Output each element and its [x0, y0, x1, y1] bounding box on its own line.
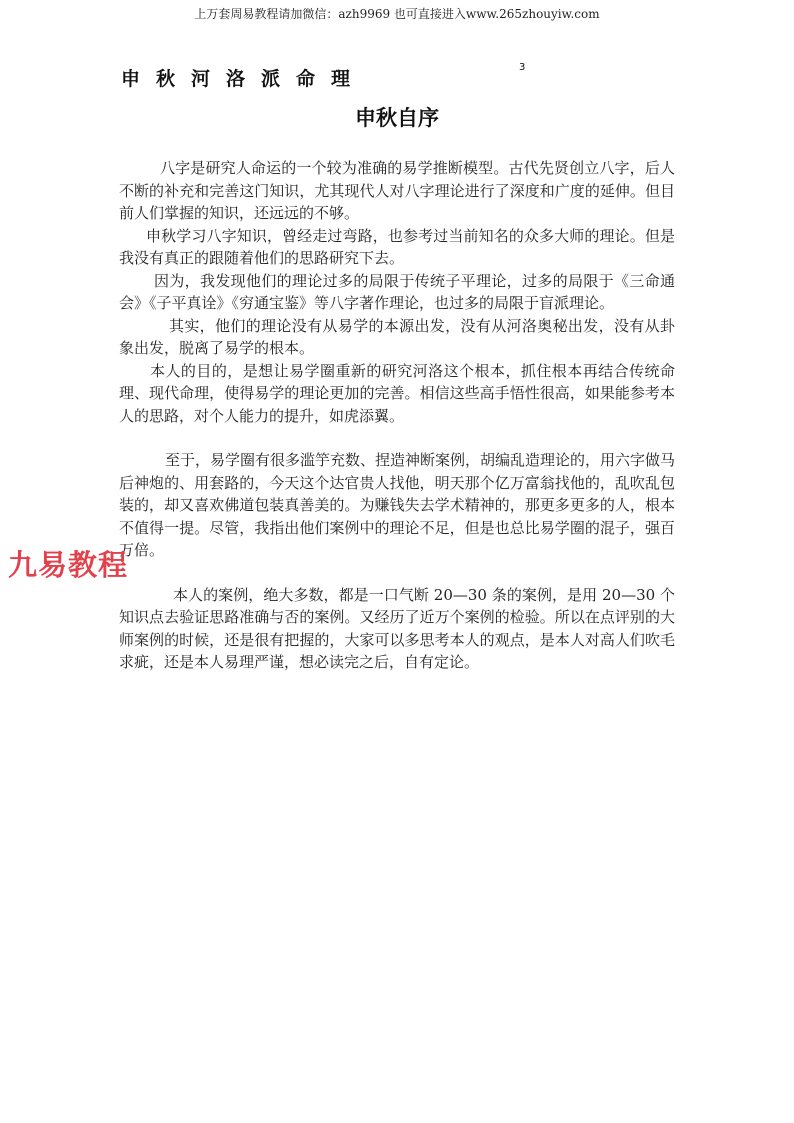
paragraph: 因为，我发现他们的理论过多的局限于传统子平理论，过多的局限于《三命通会》《子平真诠》《穷通宝鉴》等八字著作理论，也过多的局限于盲派理论。 — [119, 271, 675, 312]
page-number: 3 — [519, 62, 526, 73]
paragraph: 本人的目的，是想让易学圈重新的研究河洛这个根本，抓住根本再结合传统命理、现代命理，使得易学的理论更加的完善。相信这些高手悟性很高，如果能参考本人的思路，对个人能力的提升，如虎添翼。 — [119, 361, 675, 425]
watermark-logo: 九易教程 — [8, 548, 129, 582]
running-header-title: 申秋河洛派命理 — [121, 68, 367, 90]
paragraph-spacer — [119, 562, 675, 584]
paragraph: 八字是研究人命运的一个较为准确的易学推断模型。古代先贤创立八字，后人不断的补充和完善这门知识，尤其现代人对八字理论进行了深度和广度的延伸。但目前人们掌握的知识，还远远的不够。 — [119, 159, 675, 222]
paragraph: 本人的案例，绝大多数，都是一口气断 20—30 条的案例，是用 20—30 个知识点去验证思路准确与否的案例。又经历了近万个案例的检验。所以在点评别的大师案例的时候，还是很有把握的，大家可以多思考本人的观点，是本人对高人们吹毛求疵，还是本人易理严谨，想必读完之后，自有定论。 — [119, 585, 675, 671]
body-text — [119, 157, 675, 674]
document-title: 申秋自序 — [355, 106, 439, 130]
paragraph: 申秋学习八字知识，曾经走过弯路，也参考过当前知名的众多大师的理论。但是我没有真正的跟随着他们的思路研究下去。 — [119, 226, 675, 267]
paragraph: 至于，易学圈有很多滥竽充数、捏造神断案例，胡编乱造理论的，用六字做马后神炮的、用套路的，今天这个达官贵人找他，明天那个亿万富翁找他的，乱吹乱包装的，却又喜欢佛道包装真善美的。为赚钱失去学术精神的，那更多更多的人，根本不值得一提。尽管，我指出他们案例中的理论不足，但是也总比易学圈的混子，强百万倍。 — [119, 451, 676, 559]
top-banner: 上万套周易教程请加微信：azh9969 也可直接进入www.265zhouyiw.com — [194, 7, 600, 21]
paragraph-spacer — [119, 427, 675, 449]
paragraph: 其实，他们的理论没有从易学的本源出发，没有从河洛奥秘出发，没有从卦象出发，脱离了易学的根本。 — [119, 316, 675, 357]
